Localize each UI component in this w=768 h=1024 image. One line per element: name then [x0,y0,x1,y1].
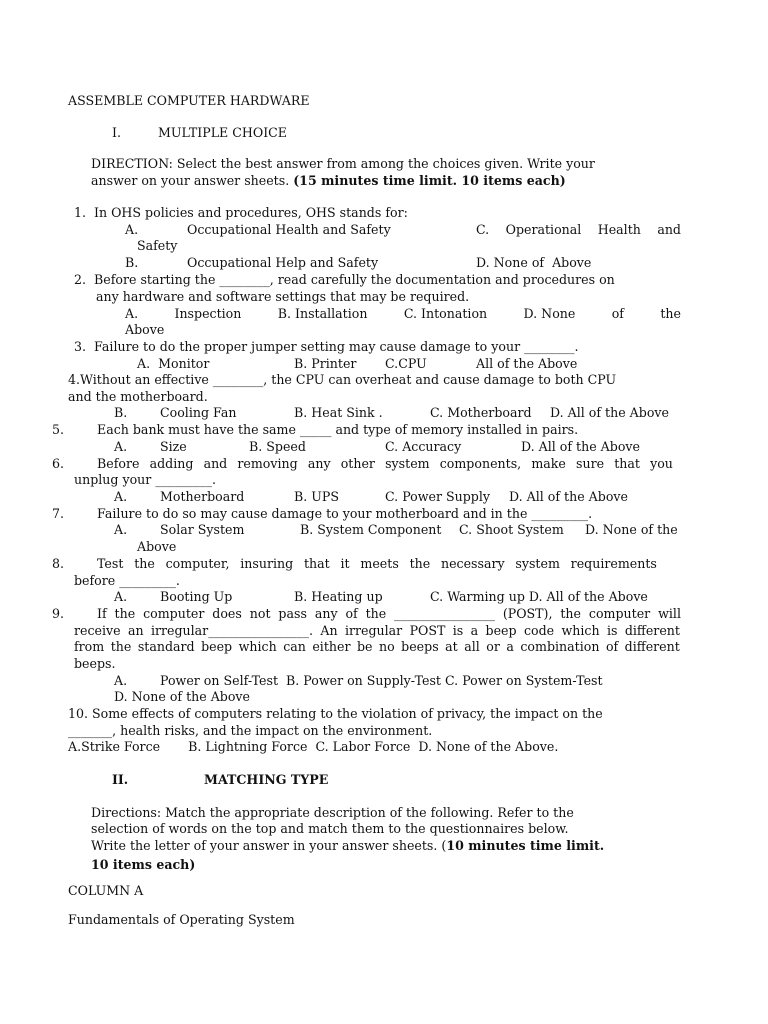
q7-option-d-wrap: Above [137,539,177,554]
q9-word: all [464,639,480,654]
q1-option-b: Occupational Help and Safety [187,255,379,270]
q5-option-c: C. Accuracy [385,439,462,454]
question-1: 1. In OHS policies and procedures, OHS stands for: [74,205,408,220]
q6-word: adding [149,456,194,471]
q7-option-a: Solar System [160,522,245,537]
q9-word: the [560,606,581,621]
q2-option-d-wrap: Above [125,322,165,337]
q3-option-c: C.CPU [385,356,427,371]
section-2-heading: MATCHING TYPE [204,772,329,787]
q9-word: If [97,606,107,621]
matching-items-count: 10 items each) [91,857,196,872]
q6-word: Before [97,456,140,471]
q4-option-a: Cooling Fan [160,405,237,420]
q9-word: pass [278,606,307,621]
question-9-cont-2 [74,639,680,656]
q9-options-a-c: Power on Self-Test B. Power on Supply-Test C. Power on System-Test [160,673,603,688]
matching-direction-line-2: selection of words on the top and match them to the questionnaires below. [91,821,569,836]
q9-word: An [320,623,338,638]
q8-word: insuring [240,556,294,571]
q6-option-d: D. All of the Above [509,489,628,504]
q6-option-c: C. Power Supply [385,489,490,504]
matching-direction-text: Write the letter of your answer in your answer sheets. ( [91,838,447,853]
q8-word: necessary [440,556,505,571]
q7-option-b: B. System Component [300,522,442,537]
question-9-cont-3: beeps. [74,656,116,671]
q9-word: which [561,623,600,638]
q4-option-b: B. Heat Sink . [294,405,383,420]
q9-word: beep [485,623,517,638]
q9-word: an [127,623,144,638]
question-4-cont: and the motherboard. [68,389,208,404]
q6-option-a-letter: A. [114,489,128,504]
question-3: 3. Failure to do the proper jumper setting may cause damage to your ________. [74,339,579,354]
question-5: Each bank must have the same _____ and type of memory installed in pairs. [97,422,579,437]
q9-word: combination [520,639,600,654]
q6-word: that [614,456,640,471]
question-4: 4.Without an effective ________, the CPU can overheat and cause damage to both CPU [68,372,617,387]
q1-option-c-letter: C. [476,222,490,237]
q8-option-c-d: C. Warming up D. All of the Above [430,589,648,604]
q9-word: no [378,639,395,654]
column-a-label: COLUMN A [68,883,144,898]
q8-word: that [304,556,330,571]
question-2: 2. Before starting the ________, read carefully the documentation and procedures on [74,272,615,287]
q9-word: beeps [401,639,439,654]
document-title: ASSEMBLE COMPUTER HARDWARE [68,93,310,108]
question-9 [97,606,681,623]
q6-option-b: B. UPS [294,489,339,504]
question-10-cont: _______, health risks, and the impact on the environment. [68,723,433,738]
q9-word: is [452,623,464,638]
q9-word: does [212,606,242,621]
question-10: 10. Some effects of computers relating to the violation of privacy, the impact on the [68,706,603,721]
q9-word: of [605,639,619,654]
q8-word: meets [360,556,399,571]
q2-option-d-word: the [660,306,681,321]
q6-word: any [307,456,331,471]
q6-word: removing [237,456,298,471]
q9-word: irregular________________. [150,623,313,638]
direction-time-limit: (15 minutes time limit. 10 items each) [293,173,566,188]
q9-word: receive [74,623,121,638]
q5-option-a-letter: A. [114,439,128,454]
question-5-number: 5. [52,422,65,437]
q9-word: standard [137,639,195,654]
q9-word: a [506,639,514,654]
q9-word: the [114,606,136,621]
q1-option-c-word: and [657,222,681,237]
q9-word: can [283,639,306,654]
column-a-topic: Fundamentals of Operating System [68,912,295,927]
q3-option-b: B. Printer [294,356,357,371]
q8-word: computer, [165,556,230,571]
q8-word: Test [97,556,124,571]
matching-direction-line-3 [91,838,604,855]
q7-option-a-letter: A. [114,522,128,537]
q9-word: from [74,639,105,654]
q9-word: computer [143,606,205,621]
q9-word: a [470,623,479,638]
question-8-cont: before _________. [74,573,180,588]
q6-word: components, [439,456,522,471]
question-2-cont: any hardware and software settings that may be required. [96,289,470,304]
q9-word: or [486,639,500,654]
question-9-cont-1 [74,623,680,640]
section-1-heading: MULTIPLE CHOICE [158,125,287,140]
question-6 [97,456,673,473]
q8-option-b: B. Heating up [294,589,383,604]
q6-option-a: Motherboard [160,489,245,504]
question-7: Failure to do so may cause damage to your motherboard and in the _________. [97,506,593,521]
q8-word: requirements [570,556,657,571]
q8-option-a: Booting Up [160,589,233,604]
q8-word: it [340,556,350,571]
q6-word: make [531,456,566,471]
q6-word: and [203,456,228,471]
q6-word: other [340,456,375,471]
q9-word: irregular [344,623,403,638]
matching-direction-line-1: Directions: Match the appropriate description of the following. Refer to the [91,805,574,820]
q9-option-a-letter: A. [114,673,128,688]
q9-word: be [356,639,373,654]
matching-time-limit: 10 minutes time limit. [446,838,605,853]
q9-word: any [314,606,338,621]
question-6-cont: unplug your _________. [74,472,216,487]
q9-word: at [445,639,458,654]
q1-option-c [476,222,681,239]
q2-option-a: Inspection [174,306,242,321]
q7-option-c: C. Shoot System [459,522,564,537]
q1-option-a-letter: A. [125,222,139,237]
q9-word: ________________ [394,606,495,621]
q9-word: beep [201,639,233,654]
q7-option-d: D. None of the [585,522,678,537]
q6-word: you [650,456,673,471]
q2-option-c: C. Intonation [403,306,488,321]
q2-option-b: B. Installation [277,306,368,321]
q9-word: computer [588,606,651,621]
q6-word: system [385,456,430,471]
q1-option-c-word: Operational [505,222,582,237]
q9-word: is [606,623,618,638]
q8-word: the [409,556,431,571]
q10-options: A.Strike Force B. Lightning Force C. Labor Force D. None of the Above. [68,739,559,754]
question-9-number: 9. [52,606,65,621]
q9-option-d: D. None of the Above [114,689,251,704]
direction-line-2 [91,173,566,190]
q9-word: different [624,623,680,638]
q9-word: the [365,606,387,621]
q2-option-a-letter: A. [125,306,139,321]
question-7-number: 7. [52,506,65,521]
q4-option-d: D. All of the Above [550,405,669,420]
q8-word: the [134,556,155,571]
q9-word: code [523,623,555,638]
q8-option-a-letter: A. [114,589,128,604]
section-1-number: I. [112,125,121,140]
q1-option-b-letter: B. [125,255,139,270]
q1-option-c-wrap: Safety [137,238,178,253]
q4-option-c: C. Motherboard [430,405,532,420]
q6-word: sure [576,456,605,471]
q2-option-d-word: of [611,306,624,321]
direction-text: answer on your answer sheets. [91,173,294,188]
q8-word: system [515,556,560,571]
q9-word: (POST), [502,606,553,621]
q9-word: the [110,639,132,654]
q4-option-a-letter: B. [114,405,128,420]
question-6-number: 6. [52,456,65,471]
q2-options [125,306,681,323]
q9-word: not [249,606,271,621]
q9-word: POST [409,623,446,638]
q5-option-d: D. All of the Above [521,439,640,454]
q1-option-d: D. None of Above [476,255,592,270]
q1-option-a: Occupational Health and Safety [187,222,391,237]
q1-option-c-word: Health [597,222,641,237]
q9-word: which [238,639,277,654]
q9-word: of [345,606,358,621]
q9-word: different [624,639,680,654]
q9-word: will [658,606,681,621]
section-2-number: II. [112,772,129,787]
q3-option-d: All of the Above [476,356,578,371]
q9-word: either [312,639,351,654]
question-8 [97,556,657,573]
q2-option-d: D. None [523,306,576,321]
q3-option-a: A. Monitor [137,356,210,371]
q5-option-b: B. Speed [249,439,306,454]
q5-option-a: Size [160,439,187,454]
direction-line-1: DIRECTION: Select the best answer from among the choices given. Write your [91,156,595,171]
question-8-number: 8. [52,556,65,571]
